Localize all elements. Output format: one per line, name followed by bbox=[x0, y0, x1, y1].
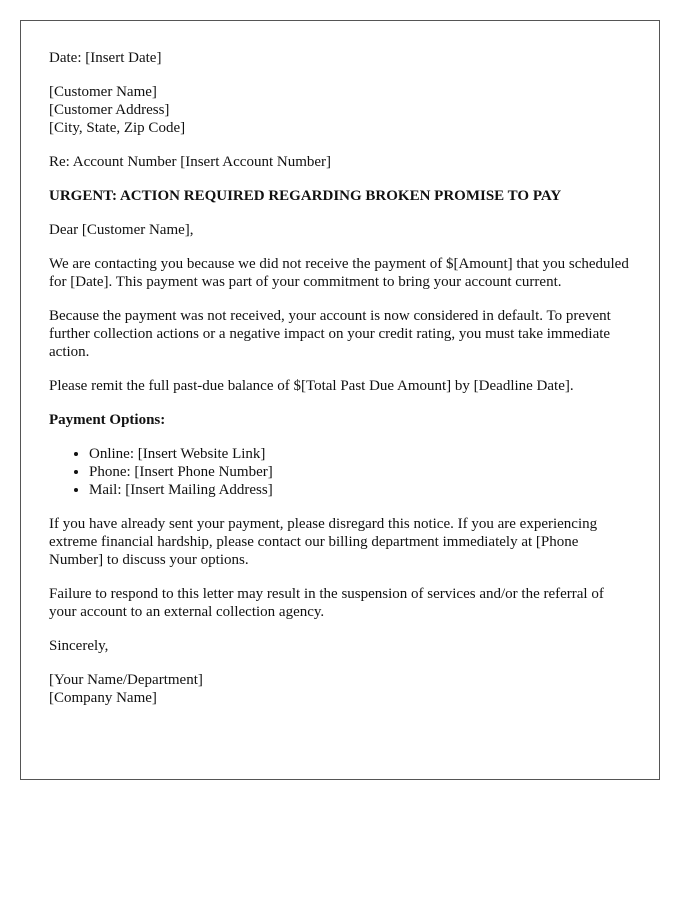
payment-options-heading: Payment Options: bbox=[49, 412, 166, 428]
salutation: Dear [Customer Name], bbox=[49, 222, 194, 238]
body-paragraph-missed-payment: We are contacting you because we did not receive the payment of $[Amount] that you scheduled for [Date]. This payment was part of your commitment to bring your account current. bbox=[49, 256, 629, 290]
payment-option-online: • Online: [Insert Website Link] bbox=[89, 445, 631, 463]
date-line: Date: [Insert Date] bbox=[49, 50, 162, 66]
body-paragraph-consequences: Failure to respond to this letter may result in the suspension of services and/or the referral of your account to an external collection agency. bbox=[49, 586, 604, 620]
recipient-city-state-zip: [City, State, Zip Code] bbox=[49, 120, 186, 136]
recipient-name: [Customer Name] bbox=[49, 84, 157, 100]
payment-options-list bbox=[49, 445, 631, 499]
body-paragraph-hardship: If you have already sent your payment, please disregard this notice. If you are experiencing extreme financial hardship, please contact our billing department immediately at [Phone Number] to discuss your options. bbox=[49, 516, 598, 568]
signature-company: [Company Name] bbox=[49, 690, 157, 706]
payment-option-mail: • Mail: [Insert Mailing Address] bbox=[89, 481, 631, 499]
closing: Sincerely, bbox=[49, 638, 109, 654]
account-reference: Re: Account Number [Insert Account Number] bbox=[49, 154, 332, 170]
recipient-address-block bbox=[49, 83, 631, 137]
signature-block bbox=[49, 671, 631, 707]
signature-name-department: [Your Name/Department] bbox=[49, 672, 203, 688]
subject-line: URGENT: ACTION REQUIRED REGARDING BROKEN PROMISE TO PAY bbox=[49, 188, 562, 204]
body-paragraph-remit: Please remit the full past-due balance of $[Total Past Due Amount] by [Deadline Date]. bbox=[49, 378, 574, 394]
payment-option-phone: • Phone: [Insert Phone Number] bbox=[89, 463, 631, 481]
body-paragraph-default: Because the payment was not received, your account is now considered in default. To prevent further collection actions or a negative impact on your credit rating, you must take immediate action. bbox=[49, 308, 611, 360]
letter-document bbox=[20, 20, 660, 780]
recipient-address: [Customer Address] bbox=[49, 102, 170, 118]
